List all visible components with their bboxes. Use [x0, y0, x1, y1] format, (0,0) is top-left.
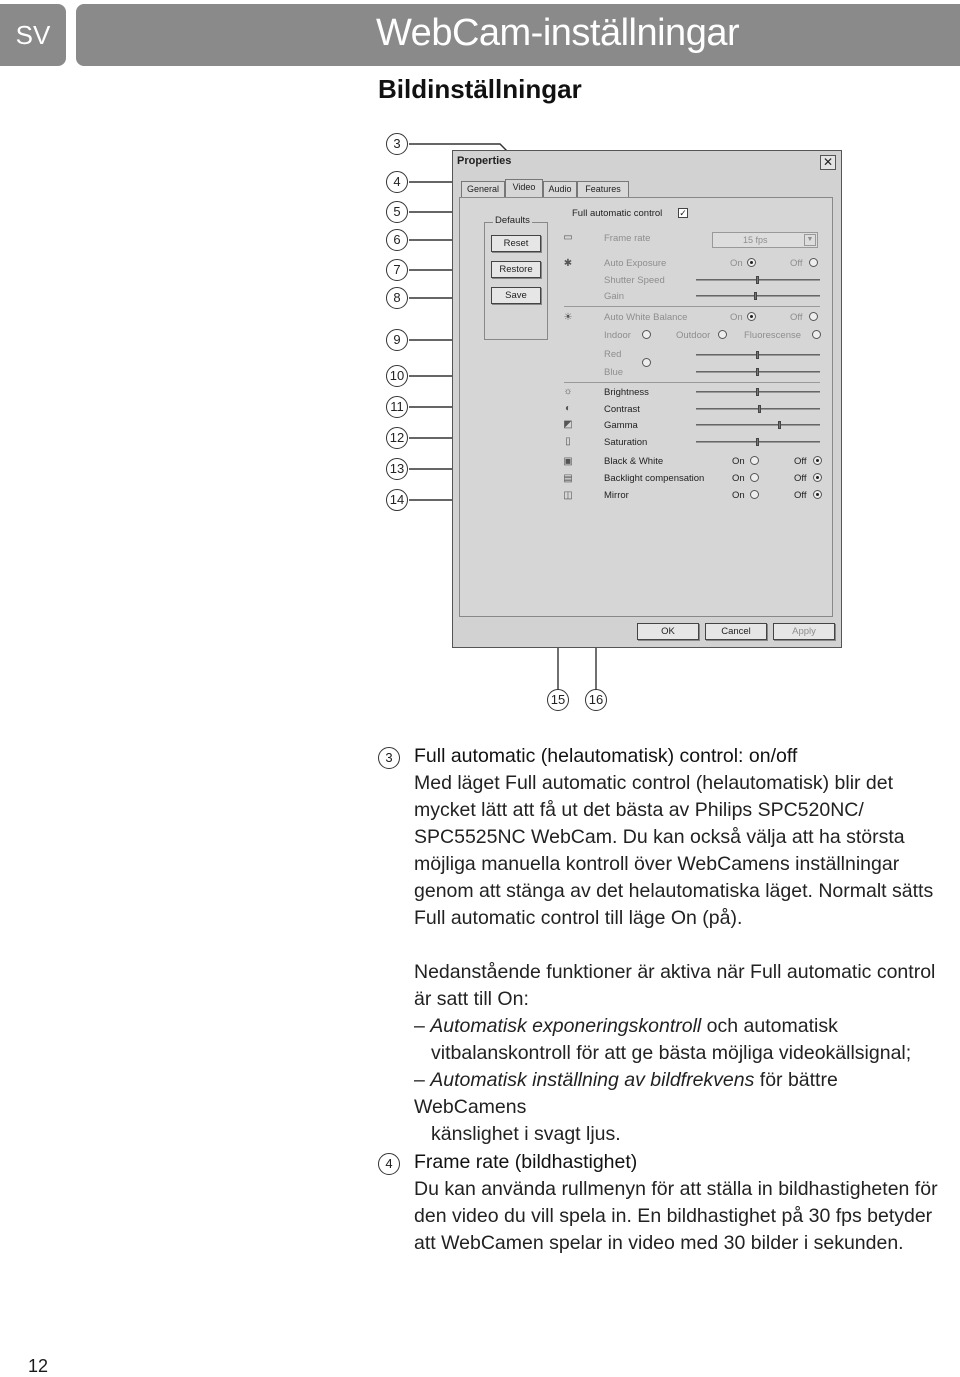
frame-rate-select[interactable] — [712, 232, 818, 248]
gamma-icon: ◩ — [563, 419, 573, 430]
black-white-label: Black & White — [604, 456, 664, 467]
close-icon[interactable]: ✕ — [820, 155, 836, 170]
brightness-icon: ☼ — [563, 386, 573, 397]
text-span: för bättre WebCamens — [414, 1069, 838, 1118]
callout-6: 6 — [386, 229, 408, 251]
auto-exposure-off-radio[interactable] — [809, 258, 818, 267]
indoor-radio[interactable] — [642, 330, 651, 339]
video-panel — [459, 197, 833, 617]
gain-slider[interactable] — [696, 295, 820, 297]
section-number: 4 — [378, 1153, 400, 1175]
mirror-on-label: On — [732, 490, 745, 501]
auto-exposure-label: Auto Exposure — [604, 258, 667, 269]
mirror-icon: ◫ — [563, 490, 573, 501]
callout-12: 12 — [386, 427, 408, 449]
black-white-on-label: On — [732, 456, 745, 467]
saturation-thumb[interactable] — [756, 438, 759, 446]
fluorescence-radio[interactable] — [812, 330, 821, 339]
frame-rate-icon: ▭ — [563, 232, 573, 243]
ok-button[interactable]: OK — [637, 623, 699, 640]
text-line: Med läget Full automatic control (helautomatisk) blir det — [414, 772, 894, 794]
chevron-down-icon: ▼ — [804, 234, 816, 246]
full-auto-checkbox[interactable]: ✓ — [679, 208, 687, 218]
gain-thumb[interactable] — [754, 292, 757, 300]
text-line: den video du vill spela in. En bildhastighet på 30 fps betyder — [414, 1205, 933, 1227]
text-line: vitbalanskontroll för att ge bästa möjliga videokällsignal; — [431, 1042, 912, 1064]
separator — [564, 306, 820, 307]
auto-wb-label: Auto White Balance — [604, 312, 688, 323]
mirror-off-radio[interactable] — [813, 490, 822, 499]
text-line: möjliga manuella kontroll över WebCamens inställningar — [414, 853, 900, 875]
callout-15: 15 — [547, 689, 569, 711]
apply-button[interactable]: Apply — [773, 623, 835, 640]
text-line: Nedanstående funktioner är aktiva när Full automatic control — [414, 961, 936, 983]
page-title: WebCam-inställningar — [376, 12, 740, 54]
bullet-item — [414, 1067, 954, 1121]
defaults-label: Defaults — [495, 215, 530, 226]
shutter-speed-label: Shutter Speed — [604, 275, 665, 286]
frame-rate-label: Frame rate — [604, 233, 651, 244]
callout-7: 7 — [386, 259, 408, 281]
gamma-slider[interactable] — [696, 424, 820, 426]
tab-features[interactable]: Features — [577, 181, 629, 197]
full-auto-label: Full automatic control — [572, 208, 663, 219]
cancel-button[interactable]: Cancel — [705, 623, 767, 640]
text-line: Full automatic control till läge On (på). — [414, 907, 743, 929]
callout-10: 10 — [386, 365, 408, 387]
language-tab: SV — [0, 4, 66, 66]
backlight-off-radio[interactable] — [813, 473, 822, 482]
section-4-text — [414, 1149, 954, 1257]
fluorescence-label: Fluorescense — [744, 330, 802, 341]
callout-4: 4 — [386, 171, 408, 193]
brightness-thumb[interactable] — [756, 388, 759, 396]
bullet-dash: – — [414, 1015, 425, 1037]
callout-8: 8 — [386, 287, 408, 309]
bullet-item — [414, 1013, 954, 1040]
blue-label: Blue — [604, 367, 624, 378]
black-white-on-radio[interactable] — [750, 456, 759, 465]
section-number: 3 — [378, 747, 400, 769]
white-balance-icon: ☀ — [563, 312, 573, 323]
contrast-label: Contrast — [604, 404, 640, 415]
auto-wb-on-radio[interactable] — [747, 312, 756, 321]
bullet-dash: – — [414, 1069, 425, 1091]
page-number: 12 — [28, 1356, 49, 1376]
text-line: är satt till On: — [414, 988, 529, 1010]
blue-thumb[interactable] — [756, 368, 759, 376]
callout-14: 14 — [386, 489, 408, 511]
properties-dialog — [452, 150, 842, 648]
callout-13: 13 — [386, 458, 408, 480]
brightness-label: Brightness — [604, 387, 649, 398]
restore-button[interactable]: Restore — [491, 261, 541, 278]
callout-5: 5 — [386, 201, 408, 223]
black-white-off-label: Off — [794, 456, 807, 467]
backlight-icon: ▤ — [563, 473, 573, 484]
mirror-label: Mirror — [604, 490, 629, 501]
callout-3: 3 — [386, 133, 408, 155]
contrast-icon: ◐ — [564, 403, 572, 414]
section-heading: Frame rate (bildhastighet) — [414, 1151, 638, 1173]
defaults-group — [484, 215, 548, 340]
text-line: genom att stänga av det helautomatiska läget. Normalt sätts — [414, 880, 934, 902]
separator — [564, 382, 820, 383]
custom-wb-radio[interactable] — [642, 358, 651, 367]
italic-text: Automatisk exponeringskontroll — [430, 1015, 702, 1037]
mirror-on-radio[interactable] — [750, 490, 759, 499]
backlight-label: Backlight compensation — [604, 473, 705, 484]
reset-button[interactable]: Reset — [491, 235, 541, 252]
outdoor-radio[interactable] — [718, 330, 727, 339]
mirror-off-label: Off — [794, 490, 807, 501]
gamma-label: Gamma — [604, 420, 638, 431]
auto-wb-off-label: Off — [790, 312, 803, 323]
dialog-title: Properties — [457, 155, 512, 167]
text-line: att WebCamen spelar in video med 30 bilder i sekunden. — [414, 1232, 904, 1254]
saturation-label: Saturation — [604, 437, 648, 448]
section-subheading: Bildinställningar — [378, 74, 582, 104]
gain-label: Gain — [604, 291, 625, 302]
text-line: känslighet i svagt ljus. — [431, 1123, 621, 1145]
text-line: mycket lätt att få ut det bästa av Philips SPC520NC/ — [414, 799, 864, 821]
tab-general[interactable]: General — [461, 181, 505, 197]
black-white-icon: ▣ — [563, 456, 573, 467]
auto-wb-off-radio[interactable] — [809, 312, 818, 321]
gamma-thumb[interactable] — [778, 421, 781, 429]
tab-audio[interactable]: Audio — [543, 181, 577, 197]
outdoor-label: Outdoor — [676, 330, 711, 341]
backlight-off-label: Off — [794, 473, 807, 484]
section-heading: Full automatic (helautomatisk) control: on/off — [414, 745, 798, 767]
auto-wb-on-label: On — [730, 312, 743, 323]
auto-exposure-off-label: Off — [790, 258, 803, 269]
backlight-on-label: On — [732, 473, 745, 484]
tab-video[interactable]: Video — [505, 179, 543, 197]
auto-exposure-on-radio[interactable] — [747, 258, 756, 267]
callout-11: 11 — [386, 396, 408, 418]
callout-16: 16 — [585, 689, 607, 711]
text-line: SPC5525NC WebCam. Du kan också välja att ha största — [414, 826, 905, 848]
contrast-thumb[interactable] — [758, 405, 761, 413]
saturation-icon: ▯ — [565, 436, 571, 447]
backlight-on-radio[interactable] — [750, 473, 759, 482]
frame-rate-value: 15 fps — [743, 235, 768, 245]
save-button[interactable]: Save — [491, 287, 541, 304]
auto-exposure-on-label: On — [730, 258, 743, 269]
indoor-label: Indoor — [604, 330, 631, 341]
section-3-text — [414, 743, 954, 932]
shutter-speed-thumb[interactable] — [756, 276, 759, 284]
red-label: Red — [604, 349, 622, 360]
italic-text: Automatisk inställning av bildfrekvens — [430, 1069, 755, 1091]
callout-9: 9 — [386, 329, 408, 351]
red-thumb[interactable] — [756, 351, 759, 359]
black-white-off-radio[interactable] — [813, 456, 822, 465]
exposure-icon: ✱ — [563, 258, 573, 269]
text-span: och automatisk — [701, 1015, 838, 1037]
text-line: Du kan använda rullmenyn för att ställa in bildhastigheten för — [414, 1178, 938, 1200]
section-3-para2 — [414, 959, 954, 1148]
